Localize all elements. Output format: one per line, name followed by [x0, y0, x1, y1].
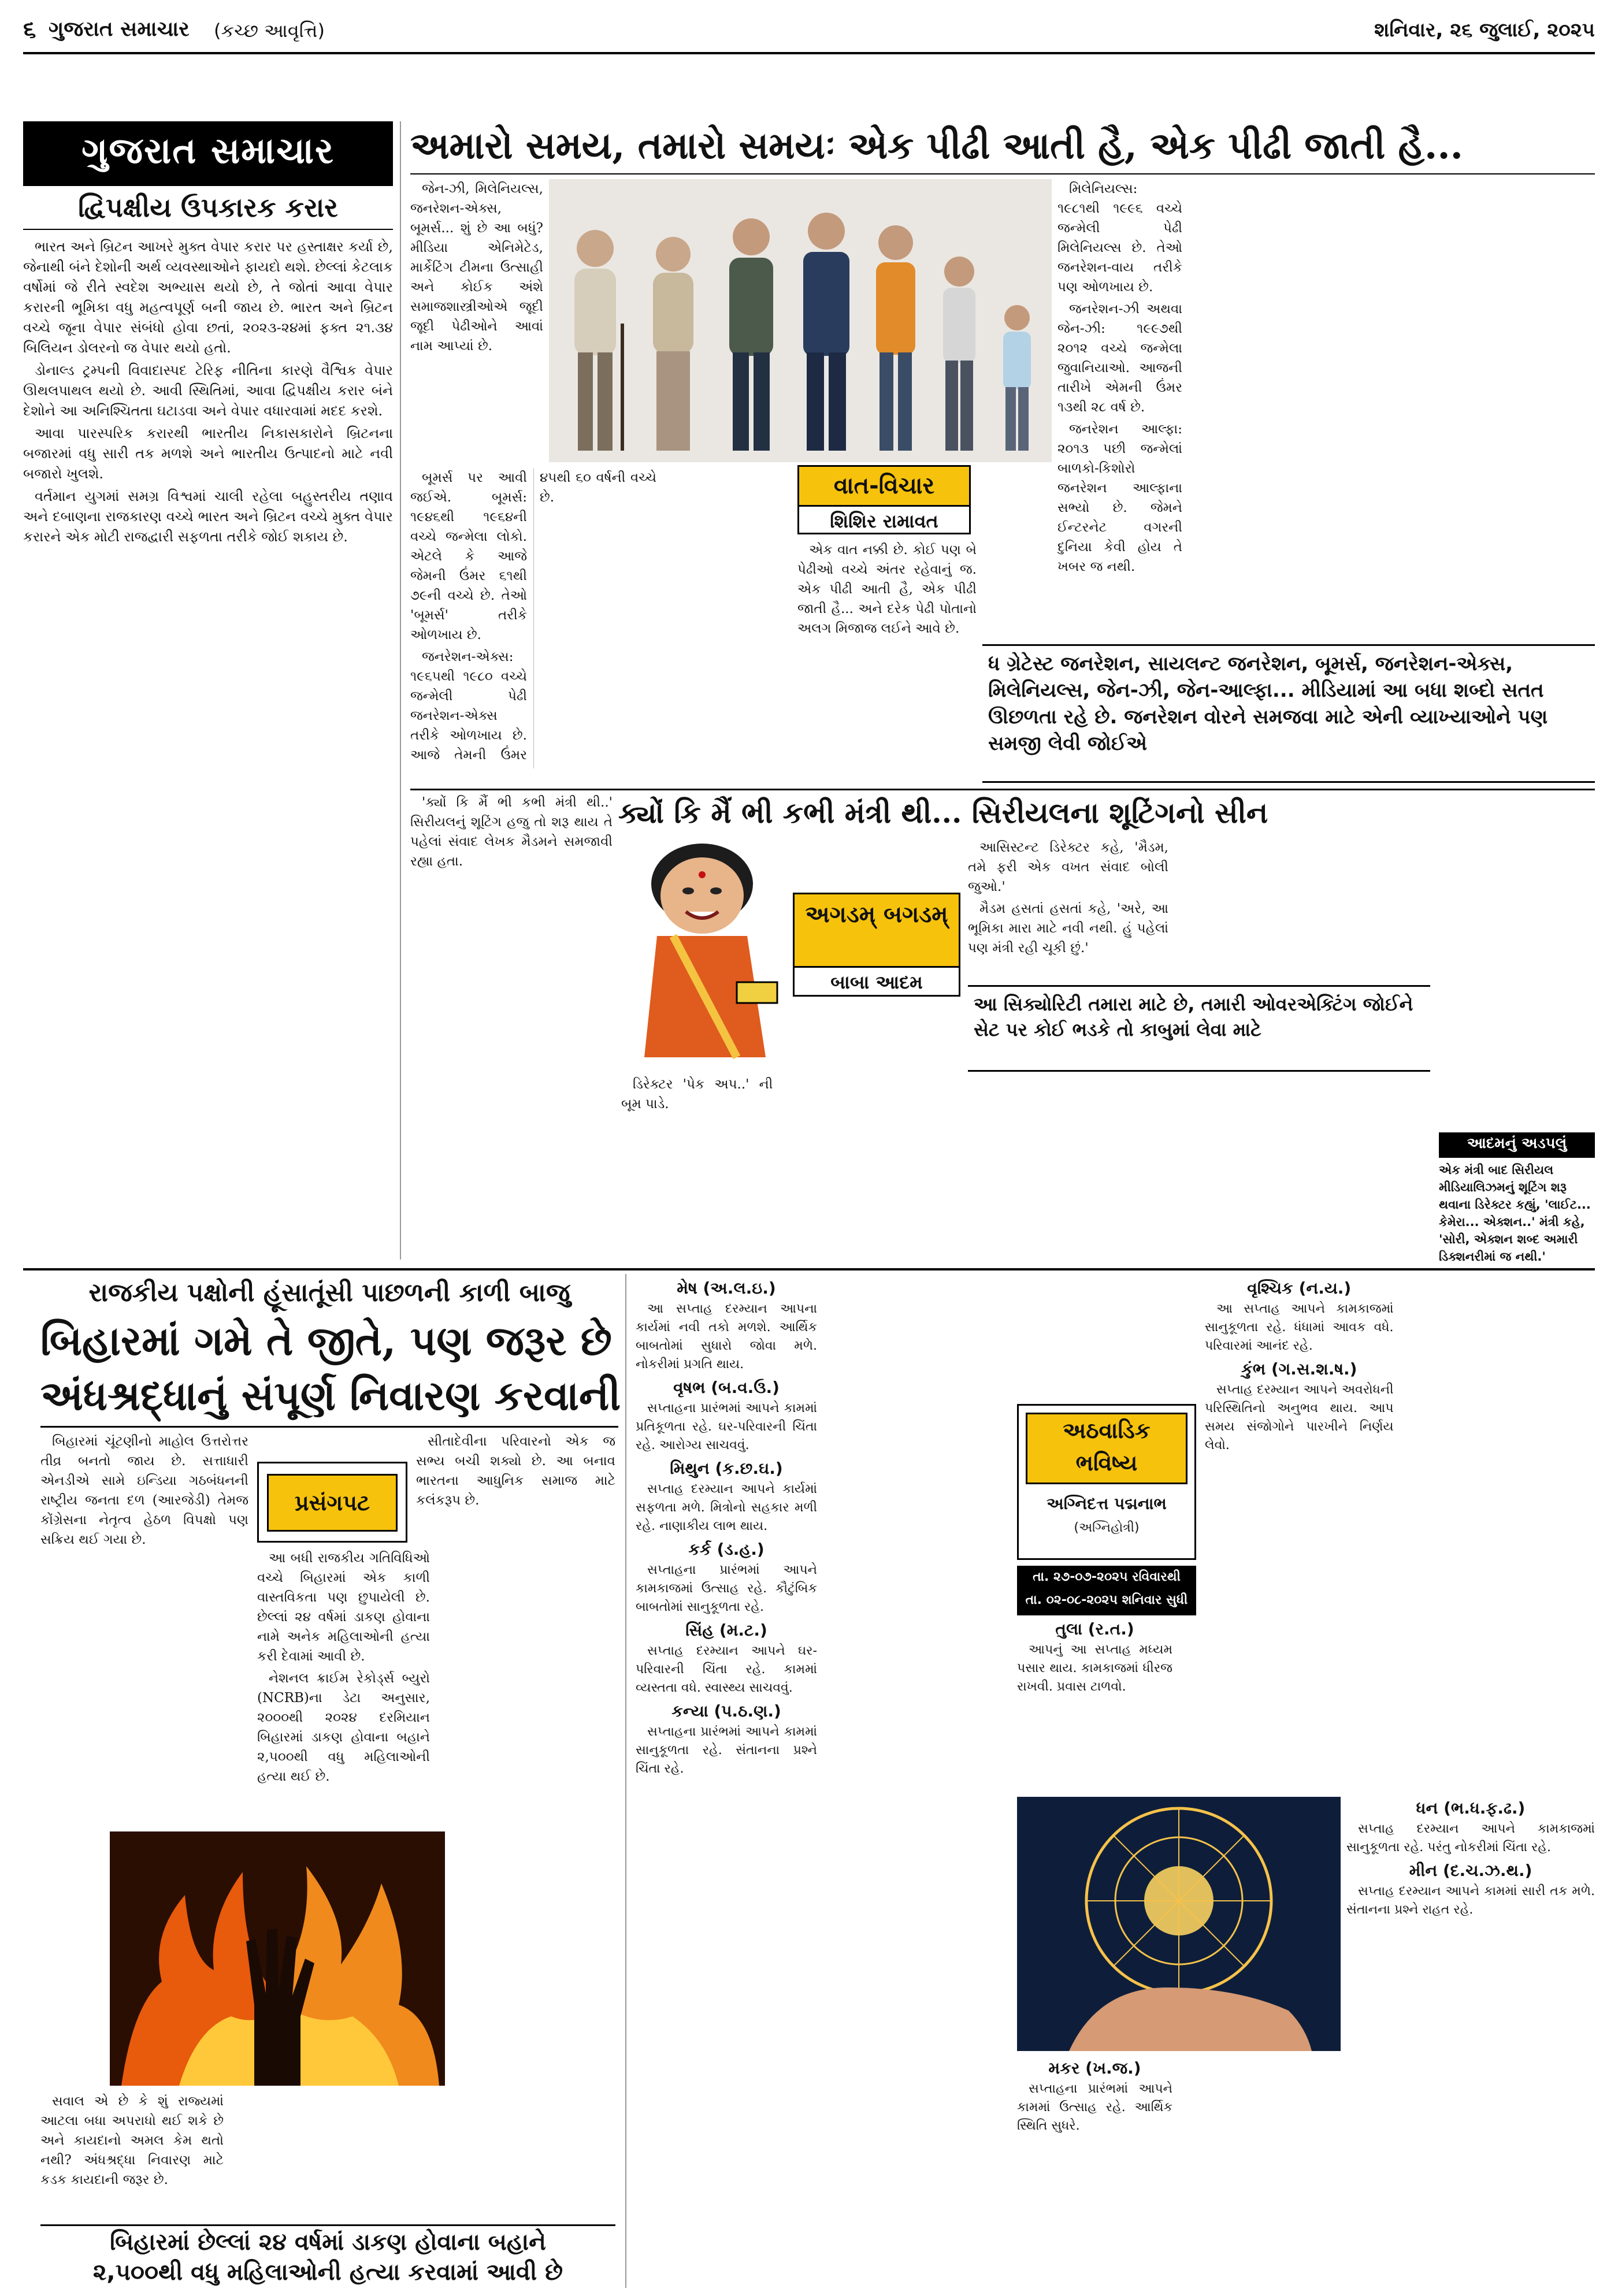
horoscope-date-line2: તા. ૦૨-૦૮-૨૦૨૫ શનિવાર સુધી: [1025, 1593, 1188, 1607]
horoscope-sign: [636, 1619, 817, 1697]
horoscope-author-note: (અગ્નિહોત્રી): [1074, 1521, 1140, 1535]
horoscope-sign-text: આ સપ્તાહ આપને કામકાજમાં સાનુકૂળતા રહે. ધંધામાં આવક વધે. પરિવારમાં આનંદ રહે.: [1205, 1302, 1394, 1353]
editorial-divider: [400, 121, 401, 1260]
header-divider: [23, 52, 1595, 54]
serial-column-author: બાબા આદમ: [830, 971, 923, 993]
horoscope-sign-name: વૃષભ (બ.વ.ઉ.): [673, 1378, 780, 1397]
horoscope-sign-name: મકર (ખ.જ.): [1048, 2059, 1141, 2078]
caricature-face: [660, 857, 744, 934]
horoscope-sign: [1205, 1358, 1394, 1455]
horoscope-title: [1026, 1413, 1187, 1484]
main-callout: [982, 644, 1595, 783]
horoscope-sign-name: કુંભ (ગ.સ.શ.ષ.): [1241, 1359, 1357, 1379]
horoscope-sign-text: સપ્તાહના પ્રારંભમાં આપને કામમાં પ્રતિકૂળતા રહે. ઘર-પરિવારની ચિંતા રહે. આરોગ્ય સાચવવું.: [636, 1401, 817, 1452]
bihar-kicker: રાજકીય પક્ષોની હૂંસાતૂંસી પાછળની કાળી બાજુ: [88, 1278, 570, 1307]
horoscope-sign-text: સપ્તાહના પ્રારંભમાં આપને કામકાજમાં ઉત્સાહ રહે. કૌટુંબિક બાબતોમાં સાનુકૂળતા રહે.: [636, 1563, 817, 1614]
horoscope-columns-far-right: [1346, 1797, 1595, 2285]
horoscope-sign-text: સપ્તાહ દરમ્યાન આપને ઘર-પરિવારની ચિંતા રહે. કામમાં વ્યસ્તતા વધે. સ્વાસ્થ્ય સાચવવું.: [636, 1644, 817, 1695]
masthead-logo-text: ગુજરાત સમાચાર: [81, 129, 335, 172]
horoscope-sign-name: કન્યા (પ.ઠ.ણ.): [671, 1701, 781, 1721]
bihar-paragraph: નેશનલ ક્રાઈમ રેકોર્ડ્સ બ્યુરો (NCRB)ના ડેટા અનુસાર, ૨૦૦૦થી ૨૦૨૪ દરમિયાન બિહારમાં ડાકણ હોવાના બહાને ૨,૫૦૦થી વધુ મહિલાઓની હત્યા થઈ છે.: [257, 1671, 430, 1784]
main-article-lower: [410, 468, 786, 768]
bihar-paragraph: બિહારમાં ચૂંટણીનો માહોલ ઉત્તરોત્તર તીવ્ર બનતો જાય છે. સત્તાધારી એનડીએ સામે ઇન્ડિયા ગઠબંધનની રાષ્ટ્રીય જનતા દળ (આરજેડી) તેમજ કોંગ્રેસના નેતૃત્વ હેઠળ વિપક્ષો પણ સક્રિય થઈ ગયા છે.: [40, 1434, 248, 1547]
minister-caricature: [621, 838, 789, 1063]
horoscope-sign: [636, 1700, 817, 1778]
adapt-box: [1439, 1132, 1595, 1265]
horoscope-sign: [636, 1457, 817, 1536]
adapt-box-heading: આદમનું અડપલું: [1439, 1132, 1595, 1158]
editorial-paragraph: આવા પારસ્પરિક કરારથી ભારતીય નિકાસકારોને બ્રિટનના બજારમાં વધુ સારી તક મળશે અને ભારતીય ઉત્પાદનો માટે નવી બજારો ખુલશે.: [23, 425, 393, 482]
horoscope-title-box: [1017, 1404, 1196, 1560]
illustration-background: [549, 179, 1052, 462]
horoscope-columns-right: [1205, 1277, 1595, 1791]
bihar-footer-band: [40, 2224, 615, 2288]
horoscope-sign-text: સપ્તાહના પ્રારંભમાં આપને કામમાં ઉત્સાહ રહે. આર્થિક સ્થિતિ સુધરે.: [1017, 2082, 1172, 2133]
main-title-rule: [410, 173, 1595, 174]
bihar-footer-line1: બિહારમાં છેલ્લાં ૨૪ વર્ષમાં ડાકણ હોવાના બહાને: [110, 2229, 546, 2256]
serial-callout-text: આ સિક્યોરિટી તમારા માટે છે, તમારી ઓવરએક્ટિંગ જોઈને સેટ પર કોઈ ભડકે તો કાબુમાં લેવા માટે: [974, 993, 1413, 1041]
main-paragraph: જનરેશન-ઝી અથવા જેન-ઝી: ૧૯૯૭થી ૨૦૧૨ વચ્ચે જન્મેલા જુવાનિયાઓ. આજની તારીખે એમની ઉંમર ૧૩થી ૨૮ વર્ષ છે.: [1057, 302, 1182, 415]
serial-title: ક્યોં કિ મૈં ભી કભી મંત્રી થી... સિરીયલના શૂટિંગનો સીન: [618, 796, 1268, 830]
horoscope-sign: [1017, 1618, 1172, 1696]
masthead-logo: [23, 121, 393, 186]
caricature-megaphone: [737, 982, 777, 1003]
main-column-box: [797, 465, 971, 534]
adapt-box-text: એક મંત્રી બાદ સિરીયલ મીડિયાલિઝમનું શૂટિંગ શરૂ થવાના ડિરેક્ટર કહ્યું, 'લાઈટ... કેમેરા... એક્શન..' મંત્રી કહે, 'સોરી, એક્શન શબ્દ અમારી ડિક્શનરીમાં જ નથી.': [1439, 1163, 1591, 1264]
bihar-paragraph: સવાલ એ છે કે શું રાજ્યમાં આટલા બધા અપરાધો થઈ શકે છે અને કાયદાનો અમલ કેમ થતો નથી? અંધશ્રદ્ધા નિવારણ માટે કડક કાયદાની જરૂર છે.: [40, 2094, 224, 2187]
main-article-title: અમારો સમય, તમારો સમયઃ એક પીઢી આતી હૈ, એક પીઢી જાતી હૈ...: [410, 124, 1463, 168]
horoscope-author: અગ્નિદત્ત પદ્મનાભ: [1046, 1494, 1167, 1513]
bihar-title-line2: અંધશ્રદ્ધાનું સંપૂર્ણ નિવારણ કરવાની: [40, 1372, 621, 1420]
serial-column-bottom: [621, 1075, 1430, 1265]
main-article-column-left: [410, 179, 543, 462]
horoscope-sign-name: સિંહ (મ.ટ.): [685, 1621, 767, 1640]
zodiac-wheel-illustration: [1017, 1797, 1341, 2051]
bihar-column-top-right-upper: [416, 1432, 615, 1547]
bihar-column-name: પ્રસંગપટ: [267, 1474, 398, 1532]
bihar-paragraph: સીતાદેવીના પરિવારનો એક જ સભ્ય બચી શક્યો છે. આ બનાવ ભારતના આધુનિક સમાજ માટે કલંકરૂપ છે.: [416, 1434, 615, 1508]
horoscope-date-line1: તા. ૨૭-૦૭-૨૦૨૫ રવિવારથી: [1033, 1570, 1181, 1584]
horoscope-sign-text: આપનું આ સપ્તાહ મધ્યમ પસાર થાય. કામકાજમાં ધીરજ રાખવી. પ્રવાસ ટાળવો.: [1017, 1643, 1172, 1694]
serial-column-box: [793, 893, 960, 997]
header-date: શનિવાર, ૨૬ જુલાઈ, ૨૦૨૫: [1374, 18, 1595, 42]
horoscope-sign-name: વૃશ્ચિક (ન.ય.): [1247, 1279, 1352, 1298]
horoscope-sign-name: મિથુન (ક.છ.ઘ.): [670, 1459, 783, 1478]
bihar-column-top-right: [257, 1548, 615, 1826]
serial-column-left: [410, 793, 613, 1261]
header-paper-name: ગુજરાત સમાચાર: [49, 17, 190, 41]
bihar-footer-line2: ૨,૫૦૦થી વધુ મહિલાઓની હત્યા કરવામાં આવી છે: [92, 2259, 563, 2286]
horoscope-sign-name: મેષ (અ.લ.ઇ.): [677, 1279, 776, 1298]
main-paragraph: જનરેશન આલ્ફા: ૨૦૧૩ પછી જન્મેલાં બાળકો-કિશોરો જનરેશન આલ્ફાના સભ્યો છે. જેમને ઈન્ટરનેટ વગરની દુનિયા કેવી હોય તે ખબર જ નથી.: [1057, 422, 1182, 574]
horoscope-sign-text: સપ્તાહ દરમ્યાન આપને કાર્યમાં સફળતા મળે. મિત્રોનો સહકાર મળી રહે. નાણાકીય લાભ થાય.: [636, 1482, 817, 1533]
main-callout-text: ધ ગ્રેટેસ્ટ જનરેશન, સાયલન્ટ જનરેશન, બૂમર્સ, જનરેશન-એક્સ, મિલેનિયલ્સ, જેન-ઝી, જેન-આલ્ફા... મીડિયામાં આ બધા શબ્દો સતત ઊછળતા રહે છે. જનરેશન વોરને સમજવા માટે એની વ્યાખ્યાઓને પણ સમજી લેવી જોઈએ: [988, 652, 1548, 755]
bihar-column-top-left: [40, 1432, 248, 1825]
horoscope-sign-text: સપ્તાહ દરમ્યાન આપને કામકાજમાં સાનુકૂળતા રહે. પરંતુ નોકરીમાં ચિંતા રહે.: [1346, 1822, 1595, 1855]
horoscope-sign: [1346, 1859, 1595, 1919]
horoscope-sign: [1205, 1277, 1394, 1355]
horoscope-sign: [636, 1538, 817, 1617]
lower-divider: [625, 1274, 626, 2288]
main-article-column-right: [1057, 179, 1595, 641]
horoscope-sign-name: ધન (ભ.ધ.ફ.ઢ.): [1416, 1799, 1526, 1818]
serial-paragraph: મૈડમ હસતાં હસતાં કહે, 'અરે, આ ભૂમિકા મારા માટે નવી નથી. હું પહેલાં પણ મંત્રી રહી ચૂકી છું.': [968, 901, 1168, 956]
main-paragraph: મિલેનિયલ્સ: ૧૯૮૧થી ૧૯૯૬ વચ્ચે જન્મેલી પેઢી મિલેનિયલ્સ છે. તેઓ જનરેશન-વાય તરીકે પણ ઓળખાય છે.: [1057, 181, 1182, 295]
page-header: [23, 16, 1595, 51]
editorial-body: [23, 237, 393, 1265]
main-paragraph: જનરેશન-એક્સ: ૧૯૬૫થી ૧૯૮૦ વચ્ચે જન્મેલી પેઢી જનરેશન-એક્સ તરીકે ઓળખાય છે. આજે તેમની ઉંમર ૪૫થી ૬૦ વર્ષની વચ્ચે છે.: [410, 470, 656, 763]
horoscope-columns-left: [636, 1277, 1011, 2285]
horoscope-sign: [636, 1277, 817, 1374]
main-article-lower-right: [797, 540, 977, 783]
main-paragraph: જેન-ઝી, મિલેનિયલ્સ, જનરેશન-એક્સ, બૂમર્સ... શું છે આ બધું? મીડિયા એનિમેટેડ, માર્કેટિંગ ટીમના ઉત્સાહી અને કોઈક અંશે સમાજશાસ્ત્રીઓએ જૂદી જૂદી પેઢીઓને આવાં નામ આપ્યાં છે.: [410, 181, 543, 354]
bihar-column-bottom-right: [454, 1831, 615, 2086]
horoscope-sign: [636, 1376, 817, 1455]
editorial-paragraph: ભારત અને બ્રિટન આખરે મુક્ત વેપાર કરાર પર હસ્તાક્ષર કર્યા છે, જેનાથી બંને દેશોની અર્થ વ્યવસ્થાઓને ફાયદો થશે. છેલ્લાં કેટલાક વર્ષોમાં જે રીતે સ્વદેશ અભ્યાસ થયો છે, તે જોતાં આવા વેપાર કરારની ભૂમિકા વધુ મહત્વપૂર્ણ બની જાય છે. ભારત અને બ્રિટન વચ્ચે જૂના વેપાર સંબંધો હોવા છતાં, ૨૦૨૩-૨૪માં ફક્ત ૨૧.૩૪ બિલિયન ડોલરનો જ વેપાર થયો હતો.: [23, 239, 393, 356]
editorial-paragraph: વર્તમાન યુગમાં સમગ્ર વિશ્વમાં ચાલી રહેલા બહુસ્તરીય તણાવ અને દબાણના રાજકારણ વચ્ચે ભારત અને બ્રિટન વચ્ચે મુક્ત વેપાર કરારને એક મોટી રાજદ્વારી સફળતા તરીકે જોઈ શકાય છે.: [23, 488, 393, 545]
serial-column-middle: [968, 838, 1595, 982]
bihar-column-box: [257, 1462, 407, 1543]
main-paragraph: એક વાત નક્કી છે. કોઈ પણ બે પેઢીઓ વચ્ચે અંતર રહેવાનું જ. એક પીઢી આતી હૈ, એક પીઢી જાતી હૈ... અને દરેક પેઢી પોતાનો અલગ મિજાજ લઈને આવે છે.: [797, 543, 977, 636]
page-number: ૬: [23, 16, 36, 43]
serial-paragraph: આસિસ્ટન્ટ ડિરેક્ટર કહે, 'મૈડમ, તમે ફરી એક વખત સંવાદ બોલી જુઓ.': [968, 840, 1168, 894]
lower-section-rule: [23, 1268, 1595, 1270]
horoscope-sign-name: કર્ક (ડ.હ.): [688, 1540, 765, 1559]
header-edition: (કચ્છ આવૃત્તિ): [214, 20, 325, 42]
main-column-author: શિશિર રામાવત: [830, 510, 938, 532]
caricature-bindi: [699, 871, 706, 878]
horoscope-date-box: [1017, 1566, 1196, 1615]
horoscope-sign-text: સપ્તાહના પ્રારંભમાં આપને કામમાં સાનુકૂળતા રહે. સંતાનના પ્રશ્ને ચિંતા રહે.: [636, 1725, 817, 1776]
serial-top-rule: [410, 789, 1595, 790]
horoscope-columns-bottom-middle: [1017, 2057, 1341, 2285]
bihar-column-footer-text: [40, 2091, 615, 2224]
editorial-paragraph: ડોનાલ્ડ ટ્રમ્પની વિવાદાસ્પદ ટેરિફ નીતિના કારણે વૈશ્વિક વેપાર ઊથલપાથલ થયો છે. આવી સ્થિતિમાં, આવા દ્વિપક્ષીય કરાર બંને દેશોને આ અનિશ્ચિતતા ઘટાડવા અને વેપાર વધારવામાં મદદ કરશે.: [23, 362, 393, 419]
horoscope-sign-name: મીન (દ.ચ.ઝ.થ.): [1409, 1861, 1532, 1880]
fire-hand-illustration: [110, 1831, 445, 2086]
bihar-paragraph: આ બધી રાજકીય ગતિવિધિઓ વચ્ચે બિહારમાં એક કાળી વાસ્તવિકતા પણ છુપાયેલી છે. છેલ્લાં ૨૪ વર્ષમાં ડાકણ હોવાના નામે અનેક મહિલાઓની હત્યા કરી દેવામાં આવી છે.: [257, 1551, 430, 1664]
serial-paragraph: ડિરેક્ટર 'પેક અપ..' ની બૂમ પાડે.: [621, 1077, 773, 1112]
generations-illustration: [549, 179, 1052, 462]
horoscope-sign-text: આ સપ્તાહ દરમ્યાન આપના કાર્યમાં નવી તકો મળશે. આર્થિક બાબતોમાં સુધારો જોવા મળે. નોકરીમાં પ્રગતિ થાય.: [636, 1302, 817, 1372]
serial-column-name: અગડમ્ બગડમ્: [793, 893, 960, 968]
zodiac-spokes: [1086, 1808, 1271, 1993]
horoscope-sign-text: સપ્તાહ દરમ્યાન આપને કામમાં સારી તક મળે. સંતાનના પ્રશ્ને રાહત રહે.: [1346, 1884, 1595, 1917]
serial-callout: [968, 985, 1430, 1072]
bihar-title-line1: બિહારમાં ગમે તે જીતે, પણ જરૂર છે: [40, 1317, 612, 1365]
bihar-title-rule: [40, 1426, 618, 1428]
serial-paragraph: 'ક્યોં કિ મૈં ભી કભી મંત્રી થી..' સિરીયલનું શૂટિંગ હજુ તો શરૂ થાય તે પહેલાં સંવાદ લેખક મૈડમને સમજાવી રહ્યા હતા.: [410, 795, 613, 869]
horoscope-sign: [1017, 2057, 1172, 2135]
horoscope-title-line2: ભવિષ્ય: [1075, 1450, 1138, 1476]
horoscope-sign: [1346, 1797, 1595, 1857]
main-paragraph: બૂમર્સ પર આવી જઈએ. બૂમર્સ: ૧૯૪૬થી ૧૯૬૪ની વચ્ચે જન્મેલા લોકો. એટલે કે આજે જેમની ઉંમર ૬૧થી ૭૯ની વચ્ચે છે. તેઓ 'બૂમર્સ' તરીકે ઓળખાય છે.: [410, 470, 527, 642]
editorial-title: દ્વિપક્ષીય ઉપકારક કરાર: [23, 192, 393, 230]
horoscope-sign-text: સપ્તાહ દરમ્યાન આપને અવરોધની પરિસ્થિતિનો અનુભવ થાય. આપ સમય સંજોગોને પારખીને નિર્ણય લેવો.: [1205, 1383, 1394, 1452]
horoscope-title-line1: અઠવાડિક: [1063, 1418, 1151, 1443]
horoscope-sign-name: તુલા (ર.ત.): [1055, 1619, 1134, 1639]
main-column-name: વાત-વિચાર: [797, 465, 971, 507]
